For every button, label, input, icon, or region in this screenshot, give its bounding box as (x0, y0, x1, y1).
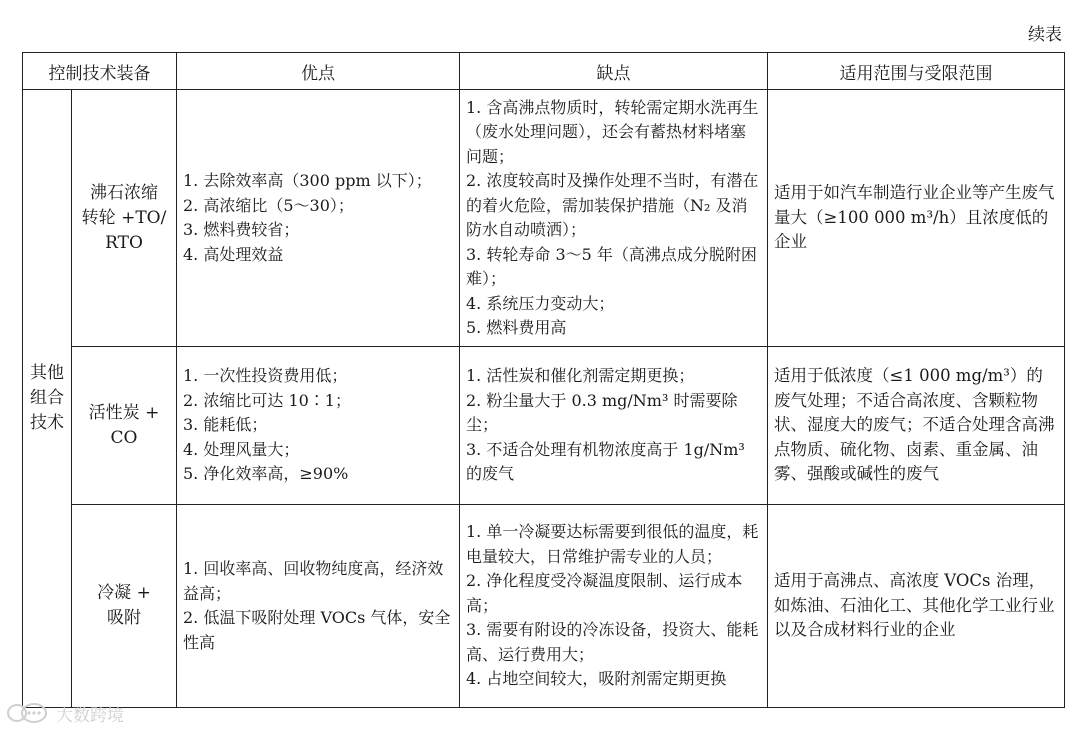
header-scope: 适用范围与受限范围 (768, 53, 1065, 90)
tech-name: 沸石浓缩 转轮 +TO/ RTO (81, 182, 167, 253)
list-item: 4. 占地空间较大，吸附剂需定期更换 (466, 669, 727, 689)
footer-logo-text: 大数跨境 (56, 706, 124, 726)
disadvantages-cell (460, 347, 768, 505)
scope-cell (768, 347, 1065, 505)
list-item: 3. 需要有附设的冷冻设备，投资大、能耗高、运行费用大； (466, 620, 759, 664)
list-item: 2. 低温下吸附处理 VOCs 气体，安全性高 (183, 608, 451, 652)
list-item: 2. 浓缩比可达 10∶1； (183, 390, 351, 410)
list-item: 5. 净化效率高，≥90% (183, 464, 349, 484)
footer-logo (6, 701, 124, 726)
tech-cell (72, 90, 177, 347)
disadvantages-cell (460, 90, 768, 347)
table-row (23, 90, 1065, 347)
list-item: 2. 高浓缩比（5～30）； (183, 195, 354, 215)
table-row (23, 347, 1065, 505)
advantages-cell (177, 90, 460, 347)
scope-text: 适用于如汽车制造行业企业等产生废气量大（≥100 000 m³/h）且浓度低的企业 (774, 183, 1055, 252)
tech-name: 冷凝 + 吸附 (97, 583, 151, 628)
tech-name: 活性炭 + CO (88, 402, 160, 448)
list-item: 2. 浓度较高时及操作处理不当时，有潜在的着火危险，需加装保护措施（N₂ 及消防水自动喷洒）； (466, 171, 759, 239)
group-label-cell (23, 90, 72, 708)
scope-cell (768, 90, 1065, 347)
list-item: 1. 活性炭和催化剂需定期更换； (466, 366, 695, 386)
list-item: 1. 一次性投资费用低； (183, 366, 348, 386)
advantages-cell (177, 347, 460, 505)
list-item: 1. 单一冷凝要达标需要到很低的温度，耗电量较大，日常维护需专业的人员； (466, 522, 759, 566)
list-item: 3. 能耗低； (183, 415, 268, 435)
list-item: 2. 净化程度受冷凝温度限制、运行成本高； (466, 571, 743, 615)
list-item: 3. 转轮寿命 3～5 年（高沸点成分脱附困难）； (466, 244, 757, 288)
scope-text: 适用于低浓度（≤1 000 mg/m³）的废气处理；不适合高浓度、含颗粒物状、湿度大的废气；不适合处理含高沸点物质、硫化物、卤素、重金属、油雾、强酸或碱性的废气 (774, 366, 1055, 484)
scope-text: 适用于高沸点、高浓度 VOCs 治理，如炼油、石油化工、其他化学工业行业以及合成材料行业的企业 (774, 571, 1055, 640)
speech-bubble-icon (6, 702, 50, 726)
header-tech: 控制技术装备 (23, 53, 177, 90)
list-item: 1. 含高沸点物质时，转轮需定期水洗再生（废水处理问题），还会有蓄热材料堵塞问题； (466, 97, 759, 166)
list-item: 4. 处理风量大； (183, 439, 300, 459)
disadvantages-cell (460, 505, 768, 708)
table-header-row (23, 53, 1065, 90)
group-label: 其他 组合 技术 (30, 363, 64, 433)
continued-label: 续表 (1028, 25, 1062, 45)
list-item: 2. 粉尘量大于 0.3 mg/Nm³ 时需要除尘； (466, 390, 738, 435)
list-item: 3. 燃料费较省； (183, 220, 300, 239)
table-row (23, 505, 1065, 708)
tech-cell (72, 347, 177, 505)
list-item: 5. 燃料费用高 (466, 318, 567, 337)
advantages-cell (177, 505, 460, 708)
list-item: 4. 高处理效益 (183, 244, 284, 264)
list-item: 1. 去除效率高（300 ppm 以下）； (183, 171, 432, 190)
tech-cell (72, 505, 177, 708)
header-advantages: 优点 (177, 53, 460, 90)
list-item: 4. 系统压力变动大； (466, 293, 615, 313)
list-item: 1. 回收率高、回收物纯度高，经济效益高； (183, 559, 444, 603)
comparison-table (22, 52, 1065, 708)
list-item: 3. 不适合处理有机物浓度高于 1g/Nm³ 的废气 (466, 439, 745, 484)
header-disadvantages: 缺点 (460, 53, 768, 90)
scope-cell (768, 505, 1065, 708)
